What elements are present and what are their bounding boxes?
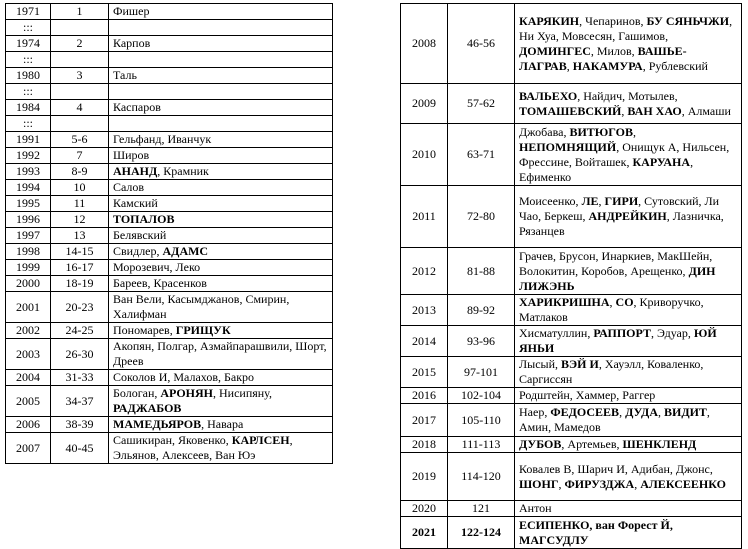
- players-cell: [515, 186, 742, 248]
- place-cell: 7: [51, 148, 109, 164]
- players-cell: [109, 116, 333, 132]
- place-cell: 114-120: [448, 453, 515, 501]
- year-cell: 1971: [6, 4, 51, 20]
- player-name-bold: ГИРИ: [604, 194, 639, 208]
- player-name: Сашикиран, Яковенко,: [113, 433, 232, 447]
- place-cell: 13: [51, 228, 109, 244]
- left-table-body: [6, 4, 333, 464]
- table-row: [6, 323, 333, 339]
- year-cell: 2008: [401, 4, 448, 84]
- year-cell: 2001: [6, 292, 51, 323]
- players-cell: [109, 417, 333, 433]
- table-row: [6, 116, 333, 132]
- place-cell: 16-17: [51, 260, 109, 276]
- place-cell: 14-15: [51, 244, 109, 260]
- players-cell: [109, 84, 333, 100]
- place-cell: 97-101: [448, 357, 515, 388]
- player-name: ,: [657, 405, 664, 419]
- year-cell: 2020: [401, 501, 448, 517]
- players-cell: [109, 244, 333, 260]
- players-cell: [515, 517, 742, 549]
- player-name: Карпов: [113, 36, 151, 50]
- table-row: [6, 100, 333, 116]
- player-name: Свидлер,: [113, 244, 163, 258]
- player-name: , Рублевский: [642, 58, 708, 73]
- player-name: Морозевич, Леко: [113, 260, 201, 274]
- players-cell: [109, 20, 333, 36]
- player-name-bold: ДИН ЛИЖЭНЬ: [519, 263, 716, 293]
- players-cell: [109, 370, 333, 386]
- place-cell: 26-30: [51, 339, 109, 370]
- place-cell: 3: [51, 68, 109, 84]
- player-name: Ван Вели, Касымджанов, Смирин, Халифман: [113, 292, 290, 321]
- players-cell: [109, 164, 333, 180]
- player-name-bold: НАКАМУРА: [572, 58, 643, 73]
- place-cell: 81-88: [448, 248, 515, 295]
- players-cell: [109, 180, 333, 196]
- table-row: [401, 4, 742, 84]
- table-row: [6, 292, 333, 323]
- place-cell: [51, 84, 109, 100]
- players-cell: [515, 4, 742, 84]
- place-cell: 111-113: [448, 437, 515, 453]
- player-name-bold: ШЕНКЛЕНД: [622, 437, 697, 451]
- place-cell: 18-19: [51, 276, 109, 292]
- year-cell: 1997: [6, 228, 51, 244]
- player-name: Широв: [113, 148, 150, 162]
- table-row: [6, 52, 333, 68]
- year-cell: 1995: [6, 196, 51, 212]
- year-cell: 2014: [401, 326, 448, 357]
- player-name: Наер,: [519, 405, 551, 419]
- player-name-bold: ДОМИНГЕС: [519, 43, 591, 58]
- player-name: Ковалев В, Шарич И, Адибан, Джонс,: [519, 461, 713, 476]
- player-name: ,: [632, 124, 636, 139]
- player-name-bold: ФЕДОСЕЕВ: [550, 405, 620, 419]
- player-name: Лысый,: [519, 357, 562, 371]
- player-name-bold: ЕСИПЕНКО: [519, 517, 590, 532]
- table-row: [6, 276, 333, 292]
- table-row: [6, 244, 333, 260]
- place-cell: 2: [51, 36, 109, 52]
- year-cell: 2017: [401, 404, 448, 437]
- table-row: [401, 517, 742, 549]
- players-cell: [109, 323, 333, 339]
- table-row: [6, 180, 333, 196]
- player-name: , Найдич, Мотылев,: [577, 88, 678, 103]
- player-name: ,: [558, 476, 565, 491]
- player-name: , Амин, Мамедов: [519, 405, 710, 434]
- year-cell: 1974: [6, 36, 51, 52]
- table-row: [401, 84, 742, 124]
- player-name: Родштейн, Хаммер, Раггер: [519, 388, 656, 402]
- year-cell: 2000: [6, 276, 51, 292]
- players-cell: [515, 453, 742, 501]
- place-cell: 38-39: [51, 417, 109, 433]
- players-cell: [515, 357, 742, 388]
- year-cell: 1999: [6, 260, 51, 276]
- players-cell: [109, 4, 333, 20]
- player-name-bold: ВАЛЬЕХО: [519, 88, 578, 103]
- place-cell: 40-45: [51, 433, 109, 464]
- player-name: , Нисипяну,: [212, 386, 272, 400]
- player-name: Бареев, Красенков: [113, 276, 207, 290]
- player-name-bold: АНДРЕЙКИН: [588, 209, 667, 223]
- place-cell: 102-104: [448, 388, 515, 404]
- table-row: [401, 326, 742, 357]
- year-cell: :::: [6, 84, 51, 100]
- place-cell: 24-25: [51, 323, 109, 339]
- player-name-bold: АНАНД: [113, 164, 158, 178]
- players-cell: [109, 339, 333, 370]
- player-name: , Ни Хуа, Мовсесян, Гашимов,: [519, 13, 733, 43]
- players-cell: [109, 260, 333, 276]
- players-cell: [109, 68, 333, 84]
- player-name-bold: ДУБОВ: [519, 437, 562, 451]
- table-row: [401, 437, 742, 453]
- player-name: ,: [621, 103, 628, 118]
- player-name-bold: ХАРИКРИШНА: [519, 295, 610, 309]
- player-name: , Милов,: [590, 43, 638, 58]
- place-cell: 31-33: [51, 370, 109, 386]
- player-name: , Навара: [201, 417, 244, 431]
- place-cell: 122-124: [448, 517, 515, 549]
- player-name-bold: ШОНГ: [519, 476, 559, 491]
- player-name-bold: КАРЛСЕН: [231, 433, 290, 447]
- players-cell: [109, 148, 333, 164]
- player-name: , Лазничка, Рязанцев: [519, 209, 724, 238]
- players-cell: [109, 433, 333, 464]
- players-cell: [515, 326, 742, 357]
- year-cell: 2018: [401, 437, 448, 453]
- year-cell: 2021: [401, 517, 448, 549]
- table-row: [401, 388, 742, 404]
- player-name-bold: ЛЕ: [581, 194, 599, 208]
- player-name: , Чепаринов,: [579, 13, 647, 28]
- player-name-bold: РАППОРТ: [593, 326, 651, 340]
- player-name-bold: КАРЯКИН: [519, 13, 580, 28]
- place-cell: 11: [51, 196, 109, 212]
- place-cell: 105-110: [448, 404, 515, 437]
- player-name-bold: МАГСУДЛУ: [519, 532, 589, 547]
- year-cell: 2002: [6, 323, 51, 339]
- player-name: Каспаров: [113, 100, 161, 114]
- table-row: [401, 501, 742, 517]
- year-cell: 2019: [401, 453, 448, 501]
- players-cell: [109, 196, 333, 212]
- players-cell: [515, 84, 742, 124]
- player-name-bold: ФИРУЗДЖА: [564, 476, 635, 491]
- players-cell: [109, 52, 333, 68]
- table-row: [6, 36, 333, 52]
- player-name: ,: [634, 476, 641, 491]
- table-row: [6, 20, 333, 36]
- table-row: [401, 248, 742, 295]
- place-cell: [51, 52, 109, 68]
- player-name: , Алмаши: [681, 103, 731, 118]
- table-row: [401, 124, 742, 186]
- table-row: [401, 357, 742, 388]
- table-row: [6, 132, 333, 148]
- player-name-bold: ГРИЩУК: [175, 323, 231, 337]
- year-cell: 1998: [6, 244, 51, 260]
- player-name: Антон: [519, 501, 552, 515]
- year-cell: 1994: [6, 180, 51, 196]
- player-name-bold: РАДЖАБОВ: [113, 401, 182, 415]
- place-cell: [51, 20, 109, 36]
- player-name-bold: ВИТЮГОВ: [569, 124, 633, 139]
- right-table-body: [401, 4, 742, 549]
- player-name: , Криворучко, Матлаков: [519, 295, 704, 324]
- year-cell: 2011: [401, 186, 448, 248]
- players-cell: [515, 248, 742, 295]
- table-row: [6, 4, 333, 20]
- table-row: [6, 228, 333, 244]
- players-cell: [109, 212, 333, 228]
- player-name-bold: ВЭЙ И: [561, 357, 599, 371]
- player-name: Таль: [113, 68, 137, 82]
- players-cell: [109, 386, 333, 417]
- table-row: [401, 404, 742, 437]
- table-row: [401, 453, 742, 501]
- players-cell: [109, 292, 333, 323]
- player-name-bold: АРОНЯН: [160, 386, 213, 400]
- year-cell: 1991: [6, 132, 51, 148]
- year-cell: 2013: [401, 295, 448, 326]
- table-row: [6, 196, 333, 212]
- player-name-bold: ЮЙ ЯНЬИ: [519, 326, 717, 355]
- player-name: ,: [566, 58, 573, 73]
- players-cell: [515, 404, 742, 437]
- player-name: Акопян, Полгар, Азмайпарашвили, Шорт, Дреев: [113, 339, 327, 368]
- player-name-bold: БУ СЯНЬЧЖИ: [646, 13, 730, 28]
- player-name-bold: ДУДА: [625, 405, 658, 419]
- players-cell: [515, 501, 742, 517]
- player-name-bold: ТОПАЛОВ: [113, 212, 175, 226]
- player-name-bold: ВИДИТ: [663, 405, 707, 419]
- player-name: Джобава,: [519, 124, 570, 139]
- table-row: [6, 260, 333, 276]
- year-cell: 1980: [6, 68, 51, 84]
- player-name: Грачев, Брусон, Инаркиев, МакШейн, Волокитин, Коробов, Арещенко,: [519, 248, 713, 278]
- year-cell: :::: [6, 116, 51, 132]
- player-name: ,: [609, 295, 616, 309]
- player-name: , ван Форест Й,: [589, 517, 673, 532]
- player-name: ,: [619, 405, 626, 419]
- player-name: , Эльянов, Алексеев, Ван Юэ: [113, 433, 293, 462]
- year-cell: 2006: [6, 417, 51, 433]
- player-name: , Артемьев,: [561, 437, 623, 451]
- right-table: [400, 3, 742, 549]
- year-cell: 2004: [6, 370, 51, 386]
- player-name: Белявский: [113, 228, 167, 242]
- player-name: , Хауэлл, Коваленко, Саргиссян: [519, 357, 704, 386]
- player-name-bold: МАМЕДЬЯРОВ: [113, 417, 202, 431]
- player-name-bold: АДАМС: [162, 244, 209, 258]
- table-row: [6, 68, 333, 84]
- year-cell: 2005: [6, 386, 51, 417]
- table-row: [6, 164, 333, 180]
- year-cell: :::: [6, 20, 51, 36]
- player-name-bold: НЕПОМНЯЩИЙ: [519, 139, 617, 154]
- table-row: [6, 212, 333, 228]
- player-name: Хисматуллин,: [519, 326, 594, 340]
- players-cell: [109, 132, 333, 148]
- players-cell: [515, 295, 742, 326]
- place-cell: 12: [51, 212, 109, 228]
- year-cell: 2015: [401, 357, 448, 388]
- left-table: [5, 3, 333, 464]
- table-row: [6, 84, 333, 100]
- player-name: Камский: [113, 196, 158, 210]
- year-cell: 1992: [6, 148, 51, 164]
- year-cell: 1984: [6, 100, 51, 116]
- player-name: Салов: [113, 180, 145, 194]
- player-name: , Крамник: [157, 164, 209, 178]
- place-cell: 63-71: [448, 124, 515, 186]
- player-name: Соколов И, Малахов, Бакро: [113, 370, 255, 384]
- players-cell: [515, 388, 742, 404]
- year-cell: 1993: [6, 164, 51, 180]
- player-name-bold: ВАШЬЕ-ЛАГРАВ: [519, 43, 687, 73]
- player-name: Фишер: [113, 4, 150, 18]
- place-cell: 4: [51, 100, 109, 116]
- player-name-bold: ВАН ХАО: [627, 103, 682, 118]
- player-name: , Ефименко: [519, 154, 694, 184]
- players-cell: [109, 228, 333, 244]
- place-cell: 93-96: [448, 326, 515, 357]
- table-row: [6, 339, 333, 370]
- player-name: , Эдуар,: [650, 326, 694, 340]
- player-name: ,: [598, 194, 605, 208]
- table-row: [401, 186, 742, 248]
- year-cell: 2003: [6, 339, 51, 370]
- player-name-bold: КАРУАНА: [632, 154, 691, 169]
- players-cell: [109, 276, 333, 292]
- place-cell: 34-37: [51, 386, 109, 417]
- players-cell: [109, 100, 333, 116]
- player-name: , Сутовский, Ли Чао, Беркеш,: [519, 194, 720, 223]
- year-cell: 2012: [401, 248, 448, 295]
- place-cell: 20-23: [51, 292, 109, 323]
- table-row: [6, 370, 333, 386]
- player-name-bold: АЛЕКСЕЕНКО: [640, 476, 726, 491]
- player-name: Пономарев,: [113, 323, 176, 337]
- year-cell: 2016: [401, 388, 448, 404]
- place-cell: 89-92: [448, 295, 515, 326]
- year-cell: 1996: [6, 212, 51, 228]
- place-cell: 57-62: [448, 84, 515, 124]
- players-cell: [109, 36, 333, 52]
- player-name-bold: СО: [615, 295, 634, 309]
- table-row: [6, 433, 333, 464]
- players-cell: [515, 124, 742, 186]
- table-row: [6, 417, 333, 433]
- place-cell: 72-80: [448, 186, 515, 248]
- year-cell: 2010: [401, 124, 448, 186]
- player-name: Гельфанд, Иванчук: [113, 132, 212, 146]
- players-cell: [515, 437, 742, 453]
- table-row: [401, 295, 742, 326]
- place-cell: 46-56: [448, 4, 515, 84]
- year-cell: 2007: [6, 433, 51, 464]
- table-row: [6, 148, 333, 164]
- player-name-bold: ТОМАШЕВСКИЙ: [519, 103, 622, 118]
- player-name: , Онищук А, Нильсен, Фрессине, Войташек,: [519, 139, 730, 169]
- table-row: [6, 386, 333, 417]
- place-cell: 10: [51, 180, 109, 196]
- year-cell: 2009: [401, 84, 448, 124]
- player-name: Бологан,: [113, 386, 161, 400]
- year-cell: :::: [6, 52, 51, 68]
- place-cell: 1: [51, 4, 109, 20]
- place-cell: [51, 116, 109, 132]
- place-cell: 8-9: [51, 164, 109, 180]
- place-cell: 5-6: [51, 132, 109, 148]
- player-name: Моисеенко,: [519, 194, 582, 208]
- place-cell: 121: [448, 501, 515, 517]
